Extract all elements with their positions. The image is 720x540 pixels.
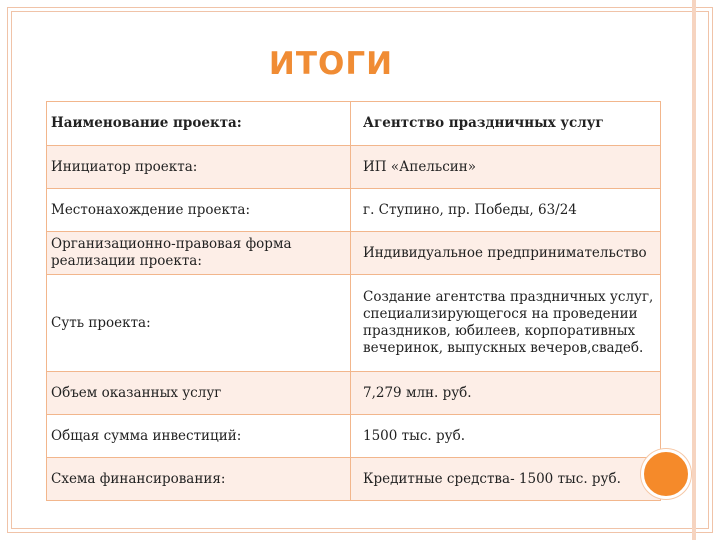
project-summary-table <box>46 101 661 501</box>
table-row <box>47 372 661 415</box>
row-label-location: Местонахождение проекта: <box>47 189 351 232</box>
row-value-financing: Кредитные средства- 1500 тыс. руб. <box>351 458 661 501</box>
row-label-initiator: Инициатор проекта: <box>47 146 351 189</box>
row-value-project-name: Агентство праздничных услуг <box>351 102 661 146</box>
row-label-legal-form: Организационно-правовая форма реализации проекта: <box>47 232 351 275</box>
row-value-initiator: ИП «Апельсин» <box>351 146 661 189</box>
table-row <box>47 458 661 501</box>
row-value-location: г. Ступино, пр. Победы, 63/24 <box>351 189 661 232</box>
row-value-services-volume: 7,279 млн. руб. <box>351 372 661 415</box>
table-row <box>47 232 661 275</box>
decorative-side-line <box>692 0 696 540</box>
row-label-project-name: Наименование проекта: <box>47 102 351 146</box>
row-label-investment: Общая сумма инвестиций: <box>47 415 351 458</box>
row-value-legal-form: Индивидуальное предпринимательство <box>351 232 661 275</box>
table-row <box>47 146 661 189</box>
table-row <box>47 189 661 232</box>
table-row <box>47 415 661 458</box>
row-value-investment: 1500 тыс. руб. <box>351 415 661 458</box>
row-label-financing: Схема финансирования: <box>47 458 351 501</box>
row-label-essence: Суть проекта: <box>47 275 351 372</box>
row-value-essence: Создание агентства праздничных услуг, специализирующегося на проведении праздников, юбилеев, корпоративных вечеринок, выпускных вечеров,свадеб. <box>351 275 661 372</box>
table-row <box>47 275 661 372</box>
slide-title: ИТОГИ <box>268 46 394 82</box>
table-row <box>47 102 661 146</box>
row-label-services-volume: Объем оказанных услуг <box>47 372 351 415</box>
orange-circle-decoration <box>641 449 691 499</box>
